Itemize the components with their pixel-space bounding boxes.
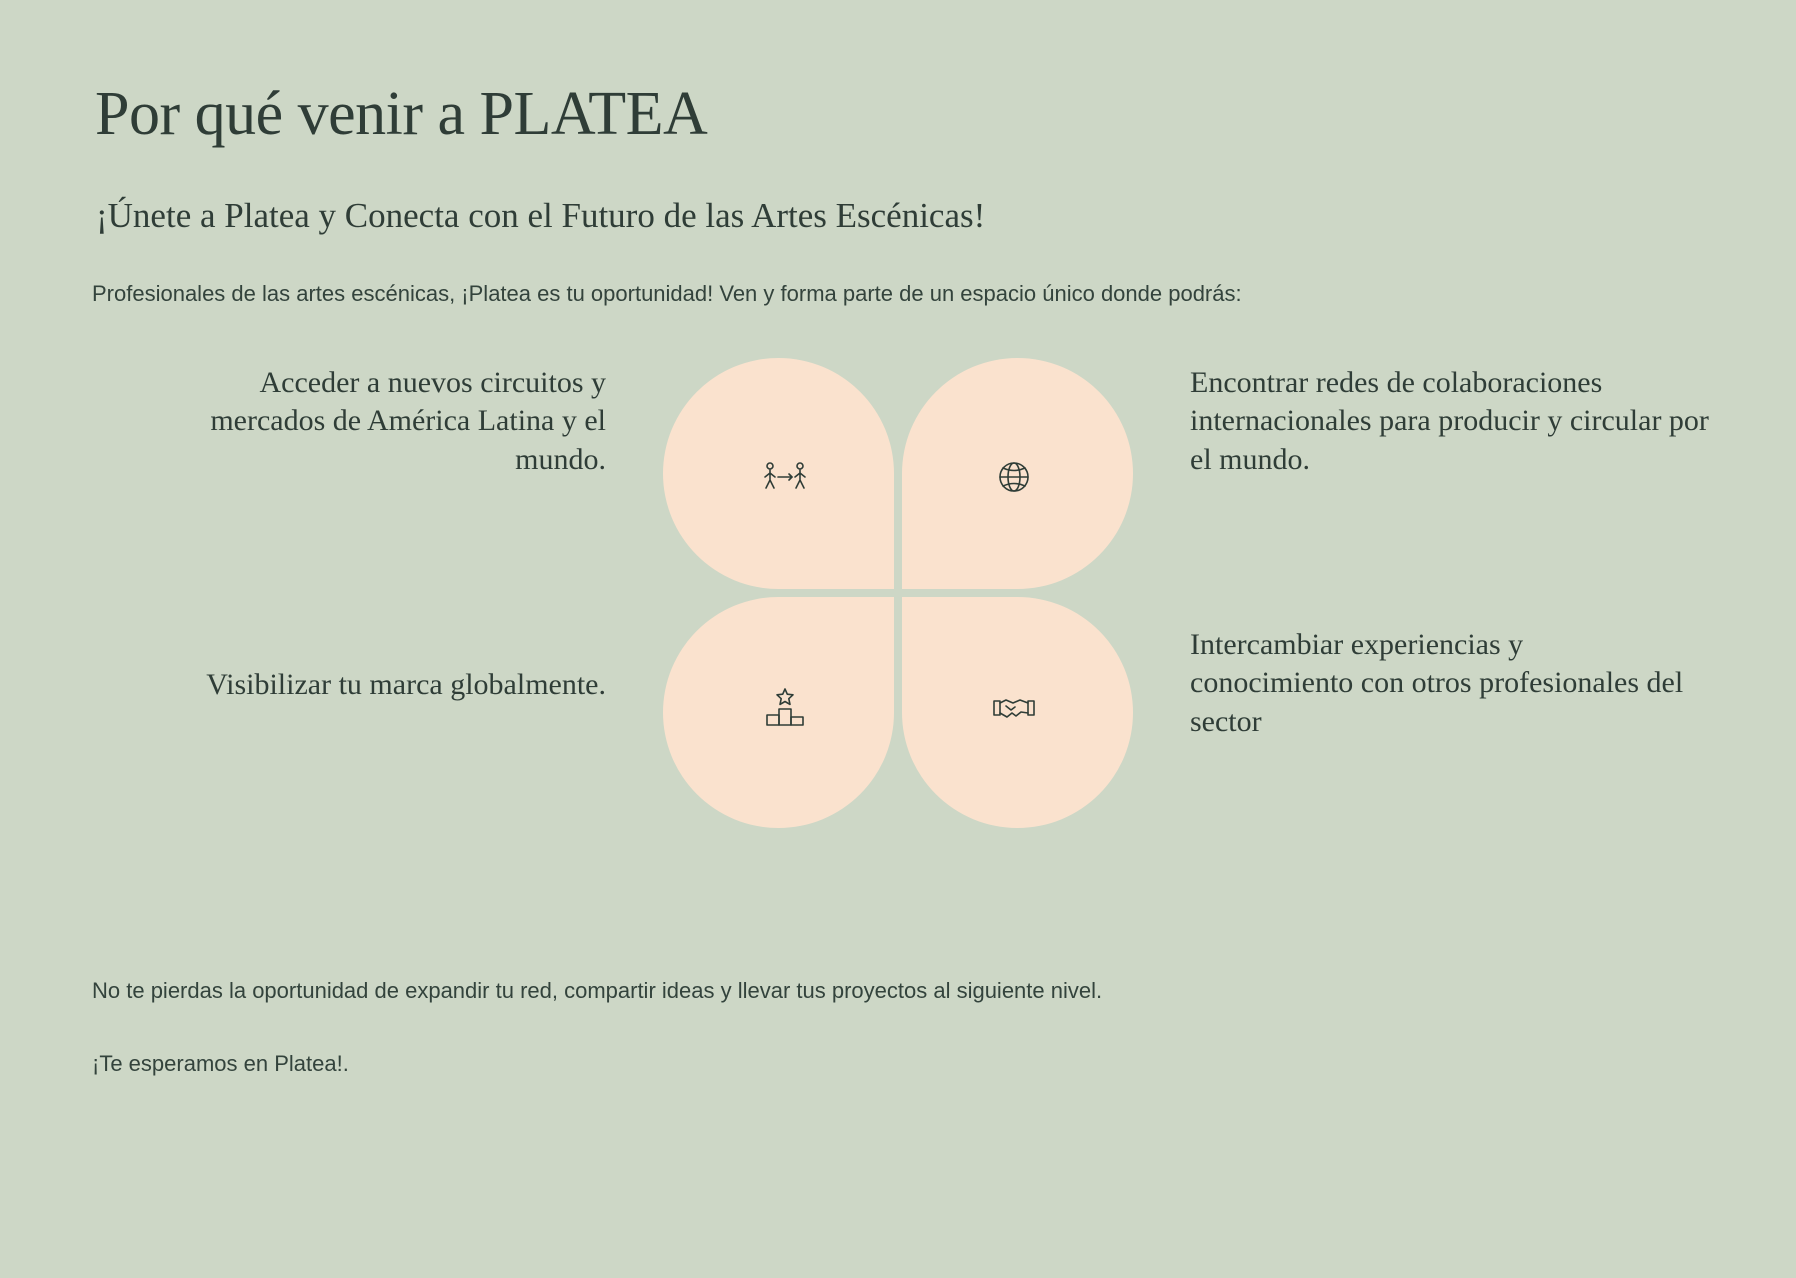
page-subtitle: ¡Únete a Platea y Conecta con el Futuro de las Artes Escénicas! [96,196,986,236]
intro-paragraph: Profesionales de las artes escénicas, ¡Platea es tu oportunidad! Ven y forma parte de un espacio único donde podrás: [92,281,1242,307]
people-connection-icon [762,460,808,494]
clover-graphic [663,358,1133,828]
benefit-caption-top-right: Encontrar redes de colaboraciones internacionales para producir y circular por el mundo. [1190,365,1709,476]
handshake-icon [991,693,1037,723]
benefit-caption-top-left: Acceder a nuevos circuitos y mercados de América Latina y el mundo. [210,365,606,476]
globe-icon [994,457,1034,497]
podium-star-icon [763,687,807,729]
outro-paragraph-2: ¡Te esperamos en Platea!. [92,1050,349,1076]
benefit-petal-bottom-left [663,597,894,828]
benefits-clover-block [90,358,1709,828]
outro-paragraph-1: No te pierdas la oportunidad de expandir tu red, compartir ideas y llevar tus proyectos al siguiente nivel. [92,977,1103,1003]
page-title: Por qué venir a PLATEA [95,80,708,148]
benefit-petal-top-left [663,358,894,589]
benefit-petal-top-right [902,358,1133,589]
benefit-petal-bottom-right [902,597,1133,828]
benefit-caption-bottom-right: Intercambiar experiencias y conocimiento con otros profesionales del sector [1190,627,1684,738]
benefit-caption-bottom-left: Visibilizar tu marca globalmente. [206,667,606,701]
